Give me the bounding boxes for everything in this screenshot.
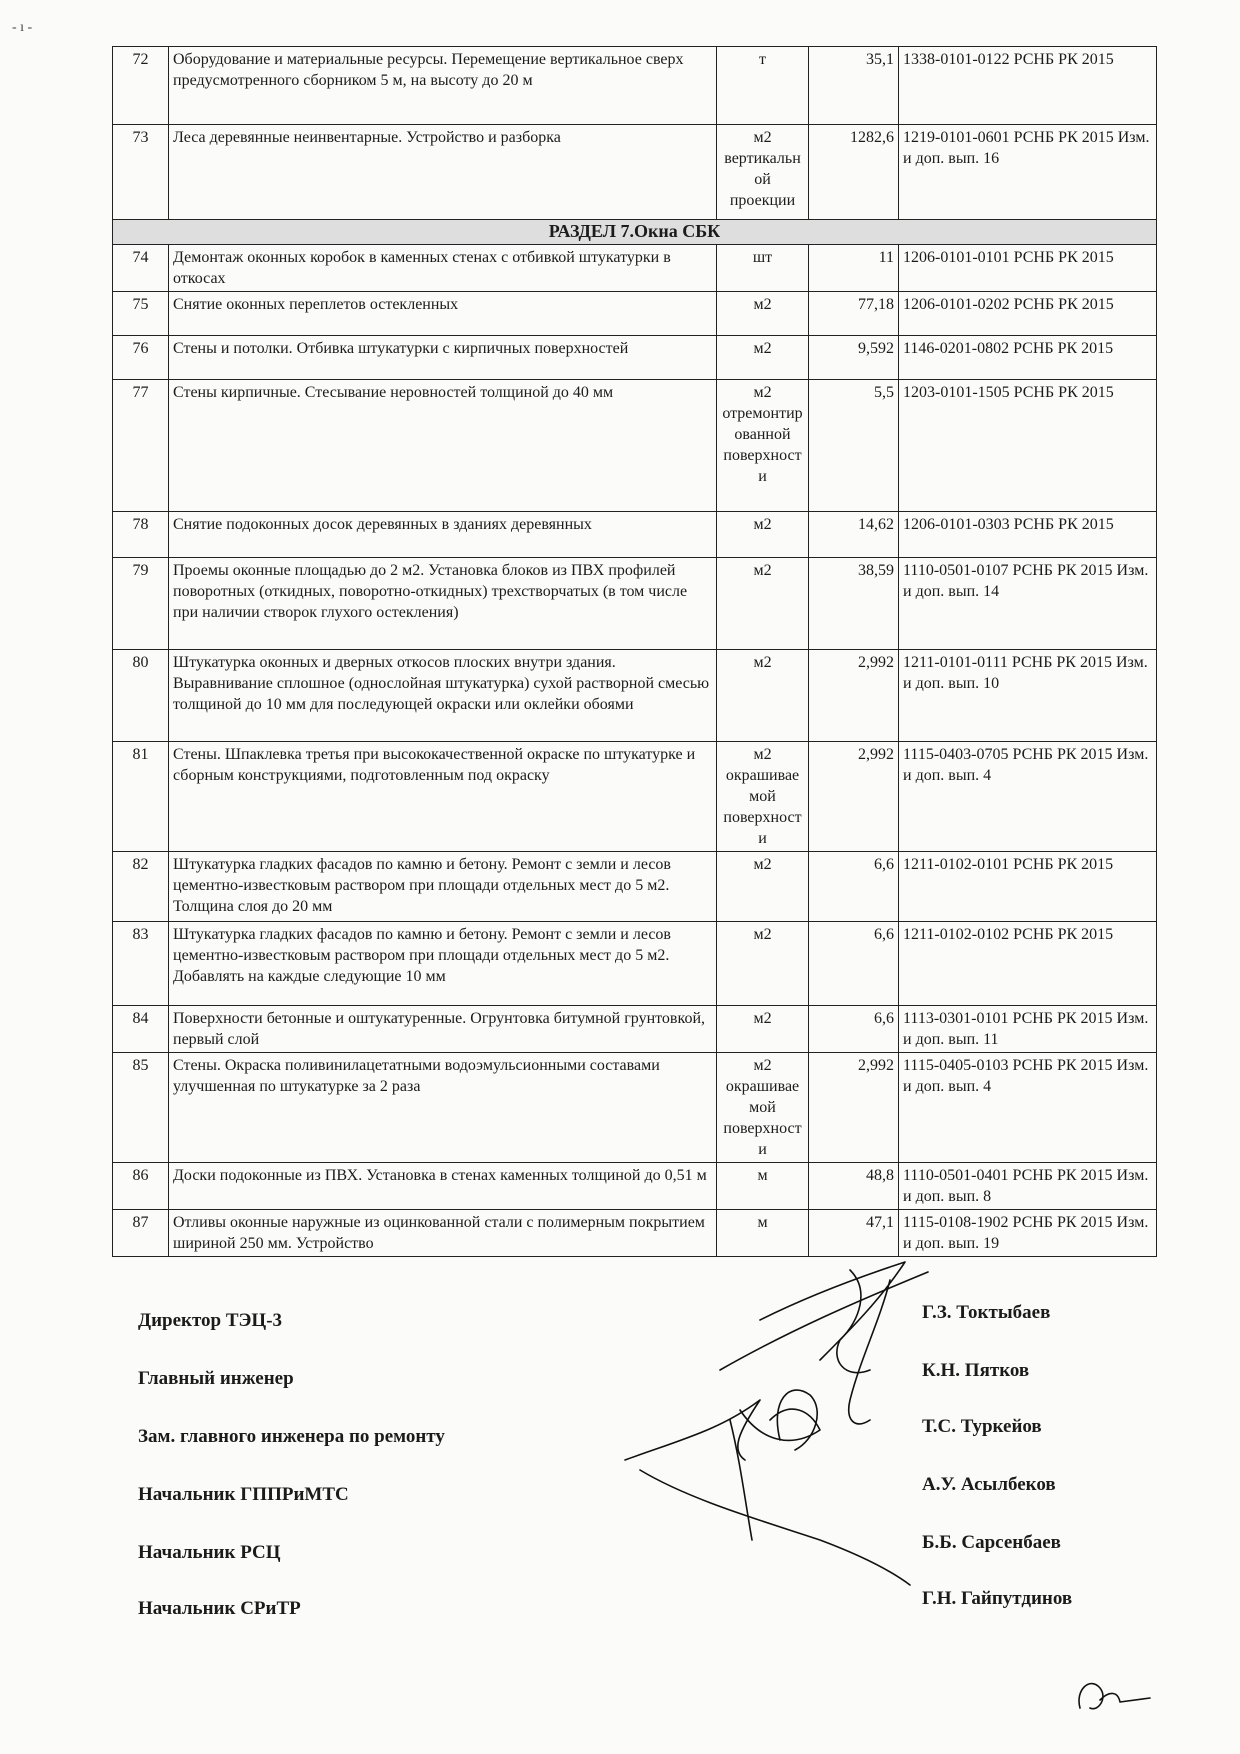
row-norm-code: 1203-0101-1505 РСНБ РК 2015 (899, 380, 1157, 512)
signatory-name: Г.З. Токтыбаев (922, 1302, 1051, 1323)
row-description: Снятие оконных переплетов остекленных (169, 292, 717, 336)
row-quantity: 38,59 (809, 558, 899, 650)
row-description: Штукатурка гладких фасадов по камню и бетону. Ремонт с земли и лесов цементно-известковым раствором при площади отдельных мест до 5 м2. Добавлять на каждые следующие 10 мм (169, 922, 717, 1006)
row-description: Демонтаж оконных коробок в каменных стенах с отбивкой штукатурки в откосах (169, 245, 717, 292)
signatory-name: Т.С. Туркейов (922, 1416, 1042, 1437)
section-title: РАЗДЕЛ 7.Окна СБК (113, 220, 1157, 245)
row-number: 75 (113, 292, 169, 336)
row-unit: м2 (717, 512, 809, 558)
row-unit: т (717, 47, 809, 125)
row-number: 74 (113, 245, 169, 292)
row-quantity: 2,992 (809, 650, 899, 742)
row-number: 72 (113, 47, 169, 125)
row-unit: м2 (717, 852, 809, 922)
row-unit: м2 окрашиваемой поверхности (717, 1053, 809, 1163)
row-description: Доски подоконные из ПВХ. Установка в стенах каменных толщиной до 0,51 м (169, 1163, 717, 1210)
row-number: 80 (113, 650, 169, 742)
signatory-name: Б.Б. Сарсенбаев (922, 1532, 1061, 1553)
row-quantity: 11 (809, 245, 899, 292)
row-number: 83 (113, 922, 169, 1006)
signatory-position: Зам. главного инженера по ремонту (138, 1426, 445, 1447)
row-unit: м (717, 1163, 809, 1210)
row-unit: м2 (717, 922, 809, 1006)
row-unit: м2 окрашиваемой поверхности (717, 742, 809, 852)
row-number: 87 (113, 1210, 169, 1257)
row-number: 79 (113, 558, 169, 650)
row-description: Штукатурка оконных и дверных откосов плоских внутри здания. Выравнивание сплошное (однослойная штукатурка) сухой растворной смесью толщиной до 10 мм для последующей окраски или оклейки обоями (169, 650, 717, 742)
signatory-position: Начальник ГППРиМТС (138, 1484, 349, 1505)
row-number: 81 (113, 742, 169, 852)
row-norm-code: 1115-0108-1902 РСНБ РК 2015 Изм. и доп. вып. 19 (899, 1210, 1157, 1257)
row-description: Леса деревянные неинвентарные. Устройство и разборка (169, 125, 717, 220)
signatory-name: К.Н. Пятков (922, 1360, 1030, 1381)
row-quantity: 77,18 (809, 292, 899, 336)
row-number: 86 (113, 1163, 169, 1210)
row-quantity: 6,6 (809, 1006, 899, 1053)
row-quantity: 48,8 (809, 1163, 899, 1210)
row-quantity: 2,992 (809, 1053, 899, 1163)
row-description: Поверхности бетонные и оштукатуренные. Огрунтовка битумной грунтовкой, первый слой (169, 1006, 717, 1053)
row-quantity: 5,5 (809, 380, 899, 512)
row-description: Штукатурка гладких фасадов по камню и бетону. Ремонт с земли и лесов цементно-известковым раствором при площади отдельных мест до 5 м2. Толщина слоя до 20 мм (169, 852, 717, 922)
row-description: Проемы оконные площадью до 2 м2. Установка блоков из ПВХ профилей поворотных (откидных, поворотно-откидных) трехстворчатых (в том числе при наличии створок глухого остекления) (169, 558, 717, 650)
row-norm-code: 1113-0301-0101 РСНБ РК 2015 Изм. и доп. вып. 11 (899, 1006, 1157, 1053)
signatory-position: Начальник РСЦ (138, 1542, 281, 1563)
row-quantity: 9,592 (809, 336, 899, 380)
row-norm-code: 1206-0101-0101 РСНБ РК 2015 (899, 245, 1157, 292)
row-unit: м2 (717, 558, 809, 650)
corner-marks: - ı - (12, 20, 33, 35)
row-description: Стены. Окраска поливинилацетатными водоэмульсионными составами улучшенная по штукатурке за 2 раза (169, 1053, 717, 1163)
row-quantity: 14,62 (809, 512, 899, 558)
row-unit: шт (717, 245, 809, 292)
signatory-name: А.У. Асылбеков (922, 1474, 1056, 1495)
row-number: 84 (113, 1006, 169, 1053)
signatory-position: Начальник СРиТР (138, 1598, 301, 1619)
row-quantity: 1282,6 (809, 125, 899, 220)
row-description: Стены и потолки. Отбивка штукатурки с кирпичных поверхностей (169, 336, 717, 380)
row-norm-code: 1206-0101-0202 РСНБ РК 2015 (899, 292, 1157, 336)
row-quantity: 6,6 (809, 922, 899, 1006)
signatory-name: Г.Н. Гайпутдинов (922, 1588, 1073, 1609)
row-norm-code: 1219-0101-0601 РСНБ РК 2015 Изм. и доп. вып. 16 (899, 125, 1157, 220)
row-number: 76 (113, 336, 169, 380)
row-number: 78 (113, 512, 169, 558)
row-norm-code: 1211-0101-0111 РСНБ РК 2015 Изм. и доп. вып. 10 (899, 650, 1157, 742)
row-description: Стены кирпичные. Стесывание неровностей толщиной до 40 мм (169, 380, 717, 512)
signatory-position: Главный инженер (138, 1368, 294, 1389)
row-description: Отливы оконные наружные из оцинкованной стали с полимерным покрытием шириной 250 мм. Устройство (169, 1210, 717, 1257)
row-number: 82 (113, 852, 169, 922)
row-norm-code: 1211-0102-0102 РСНБ РК 2015 (899, 922, 1157, 1006)
row-unit: м2 (717, 336, 809, 380)
row-unit: м2 (717, 1006, 809, 1053)
row-unit: м (717, 1210, 809, 1257)
row-quantity: 47,1 (809, 1210, 899, 1257)
row-unit: м2 вертикальной проекции (717, 125, 809, 220)
row-unit: м2 (717, 292, 809, 336)
row-norm-code: 1338-0101-0122 РСНБ РК 2015 (899, 47, 1157, 125)
row-description: Снятие подоконных досок деревянных в зданиях деревянных (169, 512, 717, 558)
row-norm-code: 1206-0101-0303 РСНБ РК 2015 (899, 512, 1157, 558)
row-quantity: 6,6 (809, 852, 899, 922)
row-description: Оборудование и материальные ресурсы. Перемещение вертикальное сверх предусмотренного сборником 5 м, на высоту до 20 м (169, 47, 717, 125)
row-norm-code: 1110-0501-0401 РСНБ РК 2015 Изм. и доп. вып. 8 (899, 1163, 1157, 1210)
row-norm-code: 1211-0102-0101 РСНБ РК 2015 (899, 852, 1157, 922)
row-number: 73 (113, 125, 169, 220)
row-norm-code: 1115-0403-0705 РСНБ РК 2015 Изм. и доп. вып. 4 (899, 742, 1157, 852)
row-number: 77 (113, 380, 169, 512)
row-quantity: 2,992 (809, 742, 899, 852)
row-description: Стены. Шпаклевка третья при высококачественной окраске по штукатурке и сборным конструкциями, подготовленным под окраску (169, 742, 717, 852)
row-norm-code: 1115-0405-0103 РСНБ РК 2015 Изм. и доп. вып. 4 (899, 1053, 1157, 1163)
row-quantity: 35,1 (809, 47, 899, 125)
row-norm-code: 1110-0501-0107 РСНБ РК 2015 Изм. и доп. вып. 14 (899, 558, 1157, 650)
row-unit: м2 (717, 650, 809, 742)
signatory-position: Директор ТЭЦ-3 (138, 1310, 283, 1331)
row-number: 85 (113, 1053, 169, 1163)
row-unit: м2 отремонтированной поверхности (717, 380, 809, 512)
row-norm-code: 1146-0201-0802 РСНБ РК 2015 (899, 336, 1157, 380)
